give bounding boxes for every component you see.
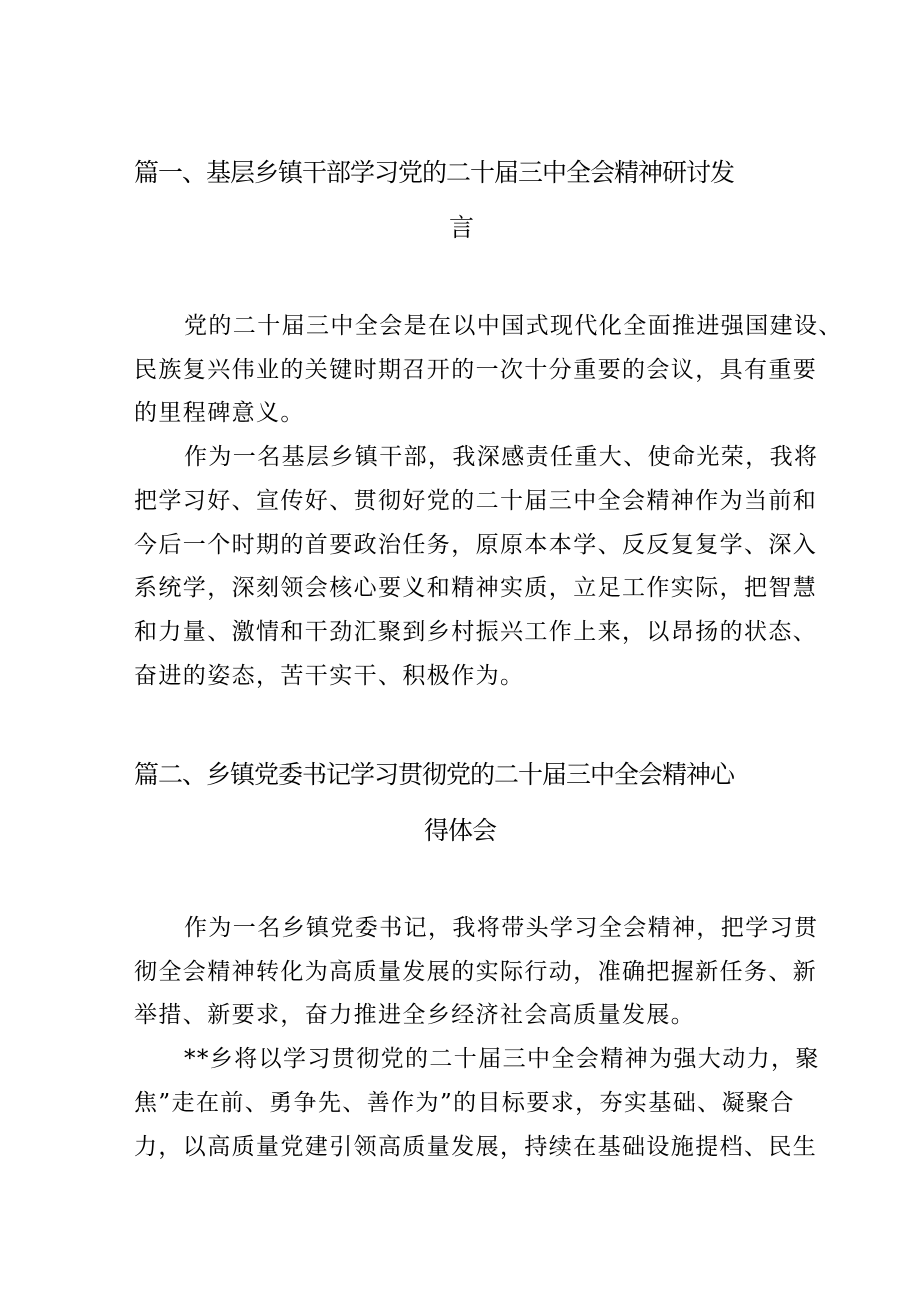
section1-p2-line3: 今后一个时期的首要政治任务，原原本本学、反反复复学、深入 <box>134 532 818 558</box>
section2-p1-line2: 彻全会精神转化为高质量发展的实际行动，准确把握新任务、新 <box>134 959 818 985</box>
section2-p1-line3: 举措、新要求，奋力推进全乡经济社会高质量发展。 <box>134 1002 696 1028</box>
section1-p2-line4: 系统学，深刻领会核心要义和精神实质，立足工作实际，把智慧 <box>134 575 818 601</box>
section2-p2-line3: 力，以高质量党建引领高质量发展，持续在基础设施提档、民生 <box>134 1134 818 1160</box>
section2-title-line2: 得体会 <box>424 816 497 845</box>
section2-p2-line1: **乡将以学习贯彻党的二十届三中全会精神为强大动力，聚 <box>184 1046 820 1072</box>
section1-p1-line2: 民族复兴伟业的关键时期召开的一次十分重要的会议，具有重要 <box>134 357 818 383</box>
section1-p1-line3: 的里程碑意义。 <box>134 400 305 426</box>
section1-p2-line2: 把学习好、宣传好、贯彻好党的二十届三中全会精神作为当前和 <box>134 488 818 514</box>
section1-title-line1: 篇一、基层乡镇干部学习党的二十届三中全会精神研讨发 <box>134 158 735 187</box>
section2-title-line1: 篇二、乡镇党委书记学习贯彻党的二十届三中全会精神心 <box>134 760 735 789</box>
section2-p2-line2: 焦”走在前、勇争先、善作为”的目标要求，夯实基础、凝聚合 <box>134 1090 795 1116</box>
section2-p1-line1: 作为一名乡镇党委书记，我将带头学习全会精神，把学习贯 <box>184 915 819 941</box>
section1-title-line2: 言 <box>449 213 474 242</box>
section1-p2-line6: 奋进的姿态，苦干实干、积极作为。 <box>134 663 525 689</box>
section1-p1-line1: 党的二十届三中全会是在以中国式现代化全面推进强国建设、 <box>184 313 843 339</box>
section1-p2-line5: 和力量、激情和干劲汇聚到乡村振兴工作上来，以昂扬的状态、 <box>134 619 818 645</box>
section1-p2-line1: 作为一名基层乡镇干部，我深感责任重大、使命光荣，我将 <box>184 444 819 470</box>
